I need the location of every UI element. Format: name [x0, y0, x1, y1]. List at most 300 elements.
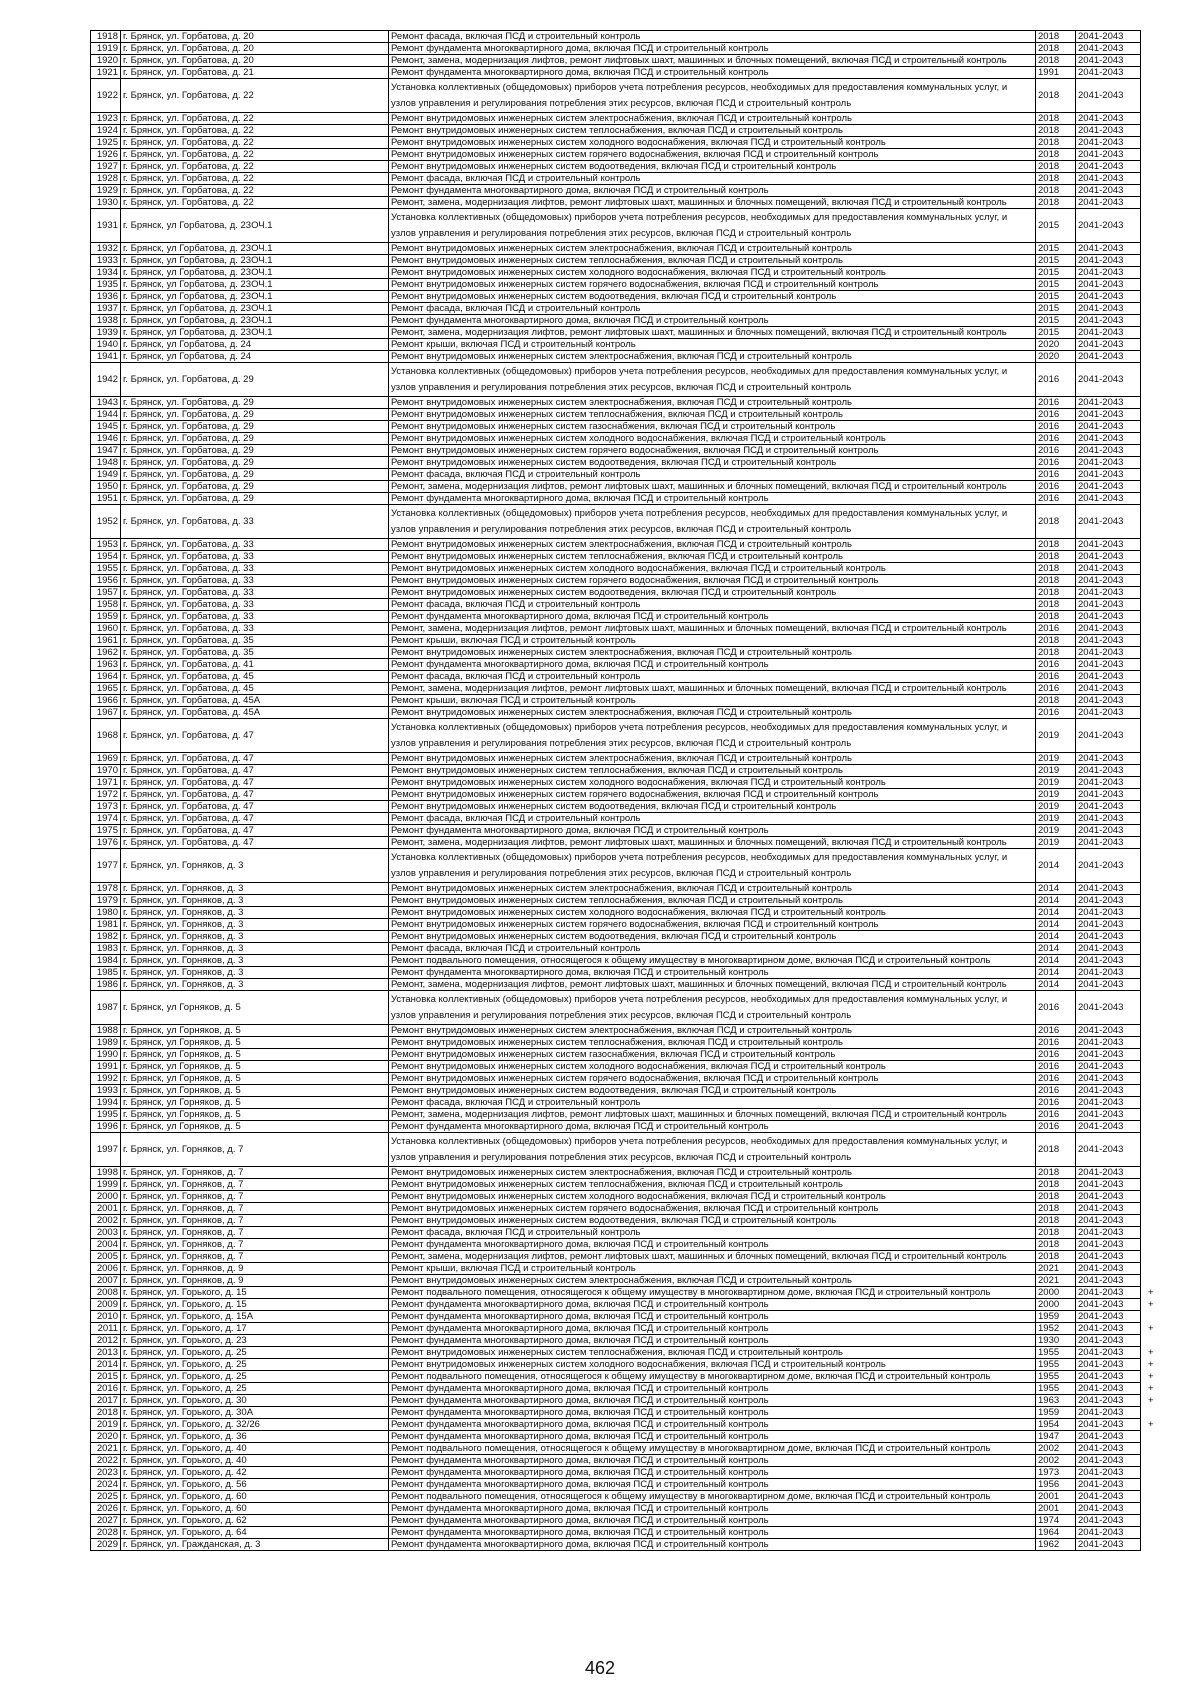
address-cell: г. Брянск, ул. Горбатова, д. 33 [121, 539, 389, 551]
table-body [91, 31, 1161, 1551]
year-cell: 2015 [1036, 209, 1076, 243]
work-description-cell: Ремонт, замена, модернизация лифтов, ремонт лифтовых шахт, машинных и блочных помещений, включая ПСД и строительный контроль [389, 55, 1036, 67]
address-cell: г. Брянск, ул. Горького, д. 25 [121, 1359, 389, 1371]
address-cell: г. Брянск, ул. Горбатова, д. 33 [121, 575, 389, 587]
row-number: 2010 [91, 1311, 121, 1323]
address-cell: г. Брянск, ул. Горняков, д. 7 [121, 1215, 389, 1227]
work-description-cell: Ремонт внутридомовых инженерных систем водоотведения, включая ПСД и строительный контроль [389, 801, 1036, 813]
year-cell: 2016 [1036, 469, 1076, 481]
address-cell: г. Брянск, ул. Горняков, д. 7 [121, 1179, 389, 1191]
year-cell: 2002 [1036, 1455, 1076, 1467]
row-number: 1995 [91, 1109, 121, 1121]
row-number: 1956 [91, 575, 121, 587]
row-number: 2015 [91, 1371, 121, 1383]
flag-cell [1141, 493, 1161, 505]
work-description-cell: Ремонт внутридомовых инженерных систем теплоснабжения, включая ПСД и строительный контроль [389, 765, 1036, 777]
period-cell: 2041-2043 [1076, 1049, 1141, 1061]
row-number: 1941 [91, 351, 121, 363]
table-row [91, 659, 1161, 671]
address-cell: г. Брянск, ул. Горбатова, д. 45 [121, 671, 389, 683]
table-row [91, 801, 1161, 813]
table-row [91, 433, 1161, 445]
row-number: 1970 [91, 765, 121, 777]
row-number: 1931 [91, 209, 121, 243]
row-number: 2006 [91, 1263, 121, 1275]
row-number: 2008 [91, 1287, 121, 1299]
flag-cell: + [1141, 1419, 1161, 1431]
work-description-cell: Ремонт внутридомовых инженерных систем теплоснабжения, включая ПСД и строительный контроль [389, 1347, 1036, 1359]
address-cell: г. Брянск, ул. Горького, д. 56 [121, 1479, 389, 1491]
row-number: 1958 [91, 599, 121, 611]
year-cell: 2015 [1036, 243, 1076, 255]
address-cell: г. Брянск, ул. Горняков, д. 3 [121, 883, 389, 895]
flag-cell [1141, 1443, 1161, 1455]
flag-cell [1141, 813, 1161, 825]
table-row [91, 113, 1161, 125]
table-row [91, 1371, 1161, 1383]
year-cell: 2016 [1036, 1061, 1076, 1073]
address-cell: г. Брянск, ул Горняков, д. 5 [121, 991, 389, 1025]
period-cell: 2041-2043 [1076, 421, 1141, 433]
year-cell: 2016 [1036, 1121, 1076, 1133]
period-cell: 2041-2043 [1076, 683, 1141, 695]
address-cell: г. Брянск, ул. Горбатова, д. 21 [121, 67, 389, 79]
work-description-cell: Ремонт внутридомовых инженерных систем водоотведения, включая ПСД и строительный контроль [389, 161, 1036, 173]
row-number: 2024 [91, 1479, 121, 1491]
address-cell: г. Брянск, ул Горбатова, д. 23ОЧ.1 [121, 303, 389, 315]
year-cell: 2016 [1036, 1097, 1076, 1109]
period-cell: 2041-2043 [1076, 1443, 1141, 1455]
period-cell: 2041-2043 [1076, 1539, 1141, 1551]
year-cell: 2016 [1036, 493, 1076, 505]
table-row [91, 315, 1161, 327]
year-cell: 2002 [1036, 1443, 1076, 1455]
flag-cell [1141, 539, 1161, 551]
table-row [91, 1467, 1161, 1479]
table-row [91, 197, 1161, 209]
address-cell: г. Брянск, ул. Горбатова, д. 29 [121, 409, 389, 421]
row-number: 2018 [91, 1407, 121, 1419]
row-number: 2029 [91, 1539, 121, 1551]
work-description-cell: Ремонт фасада, включая ПСД и строительный контроль [389, 813, 1036, 825]
table-row [91, 587, 1161, 599]
table-row [91, 683, 1161, 695]
table-row [91, 1179, 1161, 1191]
work-description-cell: Ремонт внутридомовых инженерных систем электроснабжения, включая ПСД и строительный контроль [389, 113, 1036, 125]
year-cell: 2018 [1036, 137, 1076, 149]
year-cell: 2019 [1036, 837, 1076, 849]
year-cell: 2016 [1036, 1049, 1076, 1061]
flag-cell [1141, 1133, 1161, 1167]
repair-schedule-table [90, 30, 1161, 1551]
address-cell: г. Брянск, ул. Горького, д. 60 [121, 1491, 389, 1503]
work-description-cell: Ремонт фундамента многоквартирного дома, включая ПСД и строительный контроль [389, 67, 1036, 79]
year-cell: 2016 [1036, 991, 1076, 1025]
period-cell: 2041-2043 [1076, 445, 1141, 457]
period-cell: 2041-2043 [1076, 185, 1141, 197]
flag-cell [1141, 599, 1161, 611]
year-cell: 2015 [1036, 255, 1076, 267]
row-number: 2001 [91, 1203, 121, 1215]
row-number: 1951 [91, 493, 121, 505]
table-row [91, 1503, 1161, 1515]
row-number: 1991 [91, 1061, 121, 1073]
work-description-cell: Ремонт фундамента многоквартирного дома, включая ПСД и строительный контроль [389, 1299, 1036, 1311]
table-row [91, 291, 1161, 303]
table-row [91, 1335, 1161, 1347]
flag-cell [1141, 243, 1161, 255]
flag-cell: + [1141, 1347, 1161, 1359]
address-cell: г. Брянск, ул Горбатова, д. 23ОЧ.1 [121, 209, 389, 243]
address-cell: г. Брянск, ул. Гражданская, д. 3 [121, 1539, 389, 1551]
row-number: 1973 [91, 801, 121, 813]
address-cell: г. Брянск, ул. Горбатова, д. 33 [121, 551, 389, 563]
row-number: 1923 [91, 113, 121, 125]
table-row [91, 1203, 1161, 1215]
year-cell: 2016 [1036, 623, 1076, 635]
work-description-cell: Ремонт внутридомовых инженерных систем водоотведения, включая ПСД и строительный контроль [389, 1085, 1036, 1097]
period-cell: 2041-2043 [1076, 563, 1141, 575]
row-number: 1943 [91, 397, 121, 409]
period-cell: 2041-2043 [1076, 209, 1141, 243]
year-cell: 2018 [1036, 55, 1076, 67]
flag-cell [1141, 185, 1161, 197]
period-cell: 2041-2043 [1076, 1167, 1141, 1179]
address-cell: г. Брянск, ул Горняков, д. 5 [121, 1085, 389, 1097]
work-description-cell: Ремонт внутридомовых инженерных систем горячего водоснабжения, включая ПСД и строительный контроль [389, 1073, 1036, 1085]
flag-cell [1141, 1049, 1161, 1061]
year-cell: 1947 [1036, 1431, 1076, 1443]
work-description-cell: Ремонт внутридомовых инженерных систем холодного водоснабжения, включая ПСД и строительный контроль [389, 433, 1036, 445]
flag-cell [1141, 267, 1161, 279]
period-cell: 2041-2043 [1076, 1085, 1141, 1097]
work-description-cell: Ремонт внутридомовых инженерных систем горячего водоснабжения, включая ПСД и строительный контроль [389, 445, 1036, 457]
period-cell: 2041-2043 [1076, 883, 1141, 895]
flag-cell [1141, 255, 1161, 267]
row-number: 1939 [91, 327, 121, 339]
period-cell: 2041-2043 [1076, 1407, 1141, 1419]
table-row [91, 979, 1161, 991]
address-cell: г. Брянск, ул. Горбатова, д. 45А [121, 695, 389, 707]
row-number: 2025 [91, 1491, 121, 1503]
table-row [91, 1227, 1161, 1239]
flag-cell [1141, 1275, 1161, 1287]
work-description-cell: Ремонт внутридомовых инженерных систем электроснабжения, включая ПСД и строительный контроль [389, 647, 1036, 659]
work-description-cell: Ремонт фасада, включая ПСД и строительный контроль [389, 31, 1036, 43]
address-cell: г. Брянск, ул Горбатова, д. 23ОЧ.1 [121, 291, 389, 303]
address-cell: г. Брянск, ул. Горняков, д. 3 [121, 931, 389, 943]
flag-cell [1141, 315, 1161, 327]
work-description-cell: Ремонт фундамента многоквартирного дома, включая ПСД и строительный контроль [389, 967, 1036, 979]
work-description-cell: Ремонт фасада, включая ПСД и строительный контроль [389, 469, 1036, 481]
table-row [91, 279, 1161, 291]
flag-cell [1141, 1203, 1161, 1215]
table-row [91, 931, 1161, 943]
year-cell: 1973 [1036, 1467, 1076, 1479]
address-cell: г. Брянск, ул. Горняков, д. 7 [121, 1239, 389, 1251]
work-description-cell: Ремонт фундамента многоквартирного дома, включая ПСД и строительный контроль [389, 315, 1036, 327]
row-number: 2009 [91, 1299, 121, 1311]
year-cell: 2015 [1036, 327, 1076, 339]
row-number: 1983 [91, 943, 121, 955]
address-cell: г. Брянск, ул. Горбатова, д. 47 [121, 789, 389, 801]
flag-cell: + [1141, 1359, 1161, 1371]
row-number: 1975 [91, 825, 121, 837]
work-description-cell: Ремонт фасада, включая ПСД и строительный контроль [389, 1227, 1036, 1239]
period-cell: 2041-2043 [1076, 1109, 1141, 1121]
work-description-cell: Ремонт фундамента многоквартирного дома, включая ПСД и строительный контроль [389, 185, 1036, 197]
table-row [91, 539, 1161, 551]
year-cell: 2016 [1036, 1025, 1076, 1037]
flag-cell [1141, 409, 1161, 421]
period-cell: 2041-2043 [1076, 919, 1141, 931]
address-cell: г. Брянск, ул. Горбатова, д. 20 [121, 43, 389, 55]
address-cell: г. Брянск, ул. Горбатова, д. 33 [121, 563, 389, 575]
year-cell: 2000 [1036, 1299, 1076, 1311]
period-cell: 2041-2043 [1076, 279, 1141, 291]
year-cell: 2018 [1036, 125, 1076, 137]
row-number: 2007 [91, 1275, 121, 1287]
table-row [91, 551, 1161, 563]
table-row [91, 1479, 1161, 1491]
address-cell: г. Брянск, ул. Горбатова, д. 29 [121, 397, 389, 409]
work-description-cell: Ремонт подвального помещения, относящегося к общему имуществу в многоквартирном доме, включая ПСД и строительный контроль [389, 955, 1036, 967]
flag-cell [1141, 1491, 1161, 1503]
flag-cell [1141, 1097, 1161, 1109]
row-number: 1989 [91, 1037, 121, 1049]
address-cell: г. Брянск, ул. Горбатова, д. 22 [121, 79, 389, 113]
year-cell: 2018 [1036, 1203, 1076, 1215]
period-cell: 2041-2043 [1076, 895, 1141, 907]
address-cell: г. Брянск, ул. Горького, д. 15 [121, 1299, 389, 1311]
period-cell: 2041-2043 [1076, 351, 1141, 363]
row-number: 1925 [91, 137, 121, 149]
row-number: 1933 [91, 255, 121, 267]
period-cell: 2041-2043 [1076, 1335, 1141, 1347]
table-row [91, 327, 1161, 339]
year-cell: 2018 [1036, 113, 1076, 125]
period-cell: 2041-2043 [1076, 931, 1141, 943]
work-description-cell: Ремонт, замена, модернизация лифтов, ремонт лифтовых шахт, машинных и блочных помещений, включая ПСД и строительный контроль [389, 979, 1036, 991]
year-cell: 1959 [1036, 1407, 1076, 1419]
year-cell: 2018 [1036, 197, 1076, 209]
period-cell: 2041-2043 [1076, 1299, 1141, 1311]
period-cell: 2041-2043 [1076, 1025, 1141, 1037]
address-cell: г. Брянск, ул. Горького, д. 30А [121, 1407, 389, 1419]
address-cell: г. Брянск, ул. Горбатова, д. 20 [121, 31, 389, 43]
table-row [91, 789, 1161, 801]
year-cell: 2019 [1036, 765, 1076, 777]
address-cell: г. Брянск, ул. Горбатова, д. 33 [121, 599, 389, 611]
flag-cell [1141, 1539, 1161, 1551]
address-cell: г. Брянск, ул. Горбатова, д. 20 [121, 55, 389, 67]
year-cell: 2016 [1036, 421, 1076, 433]
address-cell: г. Брянск, ул Горбатова, д. 24 [121, 351, 389, 363]
period-cell: 2041-2043 [1076, 1515, 1141, 1527]
flag-cell: + [1141, 1287, 1161, 1299]
work-description-cell: Ремонт подвального помещения, относящегося к общему имуществу в многоквартирном доме, включая ПСД и строительный контроль [389, 1491, 1036, 1503]
address-cell: г. Брянск, ул. Горбатова, д. 29 [121, 493, 389, 505]
flag-cell [1141, 611, 1161, 623]
address-cell: г. Брянск, ул. Горбатова, д. 22 [121, 137, 389, 149]
year-cell: 2018 [1036, 599, 1076, 611]
work-description-cell: Ремонт внутридомовых инженерных систем электроснабжения, включая ПСД и строительный контроль [389, 883, 1036, 895]
period-cell: 2041-2043 [1076, 587, 1141, 599]
period-cell: 2041-2043 [1076, 789, 1141, 801]
flag-cell [1141, 209, 1161, 243]
period-cell: 2041-2043 [1076, 137, 1141, 149]
flag-cell [1141, 1467, 1161, 1479]
table-row [91, 185, 1161, 197]
work-description-cell: Ремонт фундамента многоквартирного дома, включая ПСД и строительный контроль [389, 1311, 1036, 1323]
year-cell: 2016 [1036, 1037, 1076, 1049]
period-cell: 2041-2043 [1076, 1479, 1141, 1491]
address-cell: г. Брянск, ул. Горького, д. 60 [121, 1503, 389, 1515]
address-cell: г. Брянск, ул. Горняков, д. 7 [121, 1191, 389, 1203]
row-number: 1996 [91, 1121, 121, 1133]
work-description-cell: Ремонт внутридомовых инженерных систем электроснабжения, включая ПСД и строительный контроль [389, 753, 1036, 765]
work-description-cell: Ремонт крыши, включая ПСД и строительный контроль [389, 1263, 1036, 1275]
period-cell: 2041-2043 [1076, 1359, 1141, 1371]
period-cell: 2041-2043 [1076, 255, 1141, 267]
table-row [91, 599, 1161, 611]
work-description-cell: Ремонт фасада, включая ПСД и строительный контроль [389, 173, 1036, 185]
work-description-cell: Ремонт внутридомовых инженерных систем горячего водоснабжения, включая ПСД и строительный контроль [389, 789, 1036, 801]
flag-cell [1141, 551, 1161, 563]
flag-cell [1141, 1073, 1161, 1085]
period-cell: 2041-2043 [1076, 1311, 1141, 1323]
row-number: 1926 [91, 149, 121, 161]
work-description-cell: Установка коллективных (общедомовых) приборов учета потребления ресурсов, необходимых для предоставления коммунальных услуг, и узлов управления и регулирования потребления этих ресурсов, включая ПСД и строительный контроль [389, 209, 1036, 243]
flag-cell [1141, 883, 1161, 895]
flag-cell [1141, 1515, 1161, 1527]
work-description-cell: Ремонт внутридомовых инженерных систем холодного водоснабжения, включая ПСД и строительный контроль [389, 137, 1036, 149]
period-cell: 2041-2043 [1076, 67, 1141, 79]
period-cell: 2041-2043 [1076, 173, 1141, 185]
row-number: 2014 [91, 1359, 121, 1371]
period-cell: 2041-2043 [1076, 1251, 1141, 1263]
row-number: 1920 [91, 55, 121, 67]
flag-cell [1141, 659, 1161, 671]
work-description-cell: Ремонт, замена, модернизация лифтов, ремонт лифтовых шахт, машинных и блочных помещений, включая ПСД и строительный контроль [389, 197, 1036, 209]
flag-cell [1141, 67, 1161, 79]
period-cell: 2041-2043 [1076, 1121, 1141, 1133]
flag-cell [1141, 1121, 1161, 1133]
period-cell: 2041-2043 [1076, 907, 1141, 919]
row-number: 1962 [91, 647, 121, 659]
row-number: 1918 [91, 31, 121, 43]
year-cell: 2015 [1036, 291, 1076, 303]
year-cell: 2018 [1036, 505, 1076, 539]
address-cell: г. Брянск, ул. Горбатова, д. 29 [121, 445, 389, 457]
period-cell: 2041-2043 [1076, 635, 1141, 647]
work-description-cell: Ремонт, замена, модернизация лифтов, ремонт лифтовых шахт, машинных и блочных помещений, включая ПСД и строительный контроль [389, 327, 1036, 339]
address-cell: г. Брянск, ул. Горького, д. 15А [121, 1311, 389, 1323]
row-number: 1935 [91, 279, 121, 291]
row-number: 2011 [91, 1323, 121, 1335]
address-cell: г. Брянск, ул. Горбатова, д. 47 [121, 719, 389, 753]
work-description-cell: Установка коллективных (общедомовых) приборов учета потребления ресурсов, необходимых для предоставления коммунальных услуг, и узлов управления и регулирования потребления этих ресурсов, включая ПСД и строительный контроль [389, 849, 1036, 883]
work-description-cell: Ремонт внутридомовых инженерных систем водоотведения, включая ПСД и строительный контроль [389, 587, 1036, 599]
row-number: 1959 [91, 611, 121, 623]
address-cell: г. Брянск, ул. Горького, д. 40 [121, 1443, 389, 1455]
flag-cell [1141, 113, 1161, 125]
period-cell: 2041-2043 [1076, 719, 1141, 753]
row-number: 2005 [91, 1251, 121, 1263]
period-cell: 2041-2043 [1076, 1431, 1141, 1443]
flag-cell [1141, 635, 1161, 647]
year-cell: 2018 [1036, 173, 1076, 185]
work-description-cell: Ремонт фундамента многоквартирного дома, включая ПСД и строительный контроль [389, 43, 1036, 55]
table-row [91, 813, 1161, 825]
table-row [91, 1109, 1161, 1121]
period-cell: 2041-2043 [1076, 1491, 1141, 1503]
row-number: 1924 [91, 125, 121, 137]
table-row [91, 991, 1161, 1025]
year-cell: 2016 [1036, 445, 1076, 457]
table-row [91, 1299, 1161, 1311]
year-cell: 2018 [1036, 647, 1076, 659]
table-row [91, 125, 1161, 137]
address-cell: г. Брянск, ул. Горбатова, д. 33 [121, 623, 389, 635]
period-cell: 2041-2043 [1076, 1455, 1141, 1467]
work-description-cell: Ремонт внутридомовых инженерных систем электроснабжения, включая ПСД и строительный контроль [389, 707, 1036, 719]
address-cell: г. Брянск, ул. Горбатова, д. 22 [121, 173, 389, 185]
table-row [91, 505, 1161, 539]
table-row [91, 149, 1161, 161]
flag-cell [1141, 1263, 1161, 1275]
year-cell: 2016 [1036, 397, 1076, 409]
row-number: 1965 [91, 683, 121, 695]
table-row [91, 67, 1161, 79]
row-number: 1940 [91, 339, 121, 351]
work-description-cell: Ремонт фундамента многоквартирного дома, включая ПСД и строительный контроль [389, 1431, 1036, 1443]
period-cell: 2041-2043 [1076, 55, 1141, 67]
flag-cell [1141, 55, 1161, 67]
period-cell: 2041-2043 [1076, 113, 1141, 125]
address-cell: г. Брянск, ул Горбатова, д. 24 [121, 339, 389, 351]
table-row [91, 1215, 1161, 1227]
flag-cell [1141, 457, 1161, 469]
row-number: 1929 [91, 185, 121, 197]
flag-cell [1141, 943, 1161, 955]
row-number: 1963 [91, 659, 121, 671]
address-cell: г. Брянск, ул Горняков, д. 5 [121, 1037, 389, 1049]
flag-cell [1141, 1239, 1161, 1251]
flag-cell [1141, 327, 1161, 339]
year-cell: 2014 [1036, 931, 1076, 943]
row-number: 1944 [91, 409, 121, 421]
flag-cell [1141, 149, 1161, 161]
period-cell: 2041-2043 [1076, 493, 1141, 505]
row-number: 1964 [91, 671, 121, 683]
year-cell: 1930 [1036, 1335, 1076, 1347]
work-description-cell: Ремонт фундамента многоквартирного дома, включая ПСД и строительный контроль [389, 1539, 1036, 1551]
address-cell: г. Брянск, ул. Горбатова, д. 45А [121, 707, 389, 719]
flag-cell [1141, 1503, 1161, 1515]
table-row [91, 1287, 1161, 1299]
work-description-cell: Ремонт внутридомовых инженерных систем теплоснабжения, включая ПСД и строительный контроль [389, 1037, 1036, 1049]
work-description-cell: Ремонт фундамента многоквартирного дома, включая ПСД и строительный контроль [389, 1335, 1036, 1347]
work-description-cell: Ремонт внутридомовых инженерных систем электроснабжения, включая ПСД и строительный контроль [389, 351, 1036, 363]
year-cell: 2016 [1036, 409, 1076, 421]
work-description-cell: Ремонт фундамента многоквартирного дома, включая ПСД и строительный контроль [389, 1515, 1036, 1527]
address-cell: г. Брянск, ул. Горняков, д. 9 [121, 1263, 389, 1275]
row-number: 2019 [91, 1419, 121, 1431]
table-row [91, 493, 1161, 505]
address-cell: г. Брянск, ул. Горбатова, д. 35 [121, 647, 389, 659]
table-row [91, 445, 1161, 457]
